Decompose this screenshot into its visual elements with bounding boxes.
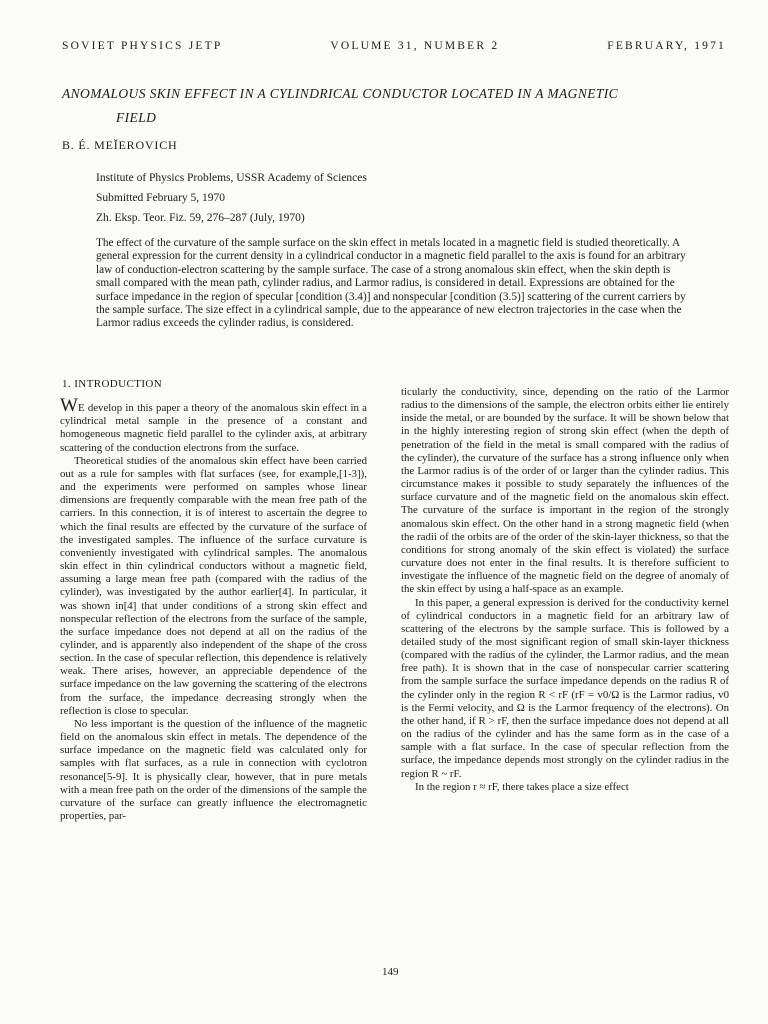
journal-name: SOVIET PHYSICS JETP xyxy=(62,40,223,52)
section-heading: 1. INTRODUCTION xyxy=(62,378,163,390)
article-meta xyxy=(96,168,367,228)
title-line-1: ANOMALOUS SKIN EFFECT IN A CYLINDRICAL CONDUCTOR LOCATED IN A MAGNETIC xyxy=(62,86,619,101)
author: B. É. MEĬEROVICH xyxy=(62,138,178,152)
title-line-2: FIELD xyxy=(116,110,157,125)
issue-date: FEBRUARY, 1971 xyxy=(607,40,726,52)
submitted-date: Submitted February 5, 1970 xyxy=(96,192,226,204)
paragraph: Theoretical studies of the anomalous skin effect have been carried out as a rule for samples with flat surfaces (see, for example,[1-3]), and the experiments were performed on samples whose linear dimensions are frequently comparable with the mean free path of the carriers. In this connection, it is of interest to ascertain the degree to which the final results are effected by the curvature of the surface of the investigated samples. The influence of the surface curvature is conveniently investigated with cylindrical samples. The anomalous skin effect in thin cylindrical conductors without a magnetic field, assuming a large mean free path (compared with the radius of the cylinder), was investigated by the author earlier[4]. In particular, it was shown in[4] that under conditions of a strong skin effect and nonspecular reflection of the electrons from the surface of the sample, the surface impedance does not depend at all on the radius of the cylinder, and is apparently also independent of the shape of the cross section. In the case of specular reflection, this dependence is relatively weak. There arises, however, an appreciable dependence of the surface impedance on the law governing the scattering of the electrons from the surface, the impedance decreasing strongly when the reflection is close to specular. xyxy=(60,454,367,717)
left-column xyxy=(60,378,367,823)
right-column xyxy=(401,386,729,794)
paragraph: No less important is the question of the influence of the magnetic field on the anomalous skin effect in metals. The dependence of the surface impedance on the magnetic field was calculated only for samples with flat surfaces, as a rule in connection with cyclotron resonance[5-9]. It is physically clear, however, that in pure metals with a mean free path on the order of the dimensions of the sample the curvature of the surface can greatly influence the electromagnetic properties, par- xyxy=(60,717,367,822)
volume-number: VOLUME 31, NUMBER 2 xyxy=(330,40,500,52)
institute: Institute of Physics Problems, USSR Academy of Sciences xyxy=(96,172,367,184)
paragraph: ticularly the conductivity, since, depending on the ratio of the Larmor radius to the dimensions of the sample, the electron orbits either lie entirely inside the metal, or are bounded by the surface. It will be shown below that in the highly interesting region of strong skin effect (when the depth of penetration of the field in the metal is small compared with the radius of the cylinder), the curvature of the surface has a strong influence only when the Larmor radius is of the order of or larger than the cylinder radius. This circumstance makes it possible to study separately the influences of the surface curvature and of the magnetic field on the anomalous skin effect. The curvature of the surface is important in the region of the strongly anomalous skin effect. On the other hand in a strong magnetic field (when the radii of the orbits are of the order of the skin-layer thickness, so that the conditions for strong anomaly of the skin effect is violated) the surface curvature does not enter in the final results. It is therefore sufficient to investigate the influence of the magnetic field on the degree of anomaly of the skin effect by using a half-space as an example. xyxy=(401,386,729,596)
drop-cap: W xyxy=(60,395,78,417)
article-title xyxy=(62,82,722,130)
paragraph: In this paper, a general expression is derived for the conductivity kernel of cylindrical conductors in a magnetic field for an arbitrary law of scattering of the electrons by the sample surface. This is followed by a detailed study of the most significant region of small skin-layer thickness (compared with the radius of the cylinder, the Larmor radius, and the mean free path). It is shown that in the case of nonspecular carrier scattering from the sample surface the surface impedance depends on the radius R of the cylinder only in the region R < rF (rF = v0/Ω is the Larmor radius, v0 is the Fermi velocity, and Ω is the Larmor frequency of the electrons). On the other hand, if R > rF, then the surface impedance does not depend at all on the radius of the cylinder and has the same form as in the case of a sample with a flat surface. In the case of specular reflection from the surface, the impedance depends most strongly on the cylinder radius in the region R ~ rF. xyxy=(401,596,729,780)
paragraph-text: E develop in this paper a theory of the anomalous skin effect in a cylindrical metal sample in the presence of a constant and homogeneous magnetic field parallel to the cylinder axis, at arbitrary scattering of the conduction electrons from the surface. xyxy=(60,402,367,454)
paragraph xyxy=(60,395,367,455)
abstract: The effect of the curvature of the sample surface on the skin effect in metals located in a magnetic field is studied theoretically. A general expression for the current density in a cylindrical conductor in a magnetic field parallel to the axis is found for an arbitrary law of conduction-electron scattering by the sample surface. The case of a strong anomalous skin effect, when the skin depth is small compared with the mean path, cylinder radius, and Larmor radius, is considered in detail. Expressions are obtained for the surface impedance in the region of specular [condition (3.4)] and nonspecular [condition (3.5)] scattering of the current carriers by the sample surface. The size effect in a cylindrical sample, due to the appearance of new electron trajectories in the case when the Larmor radius exceeds the cylinder radius, is considered. xyxy=(96,237,686,330)
paragraph: In the region r ≈ rF, there takes place a size effect xyxy=(415,780,629,793)
running-head xyxy=(62,40,726,52)
page-number: 149 xyxy=(382,966,399,978)
journal-citation: Zh. Eksp. Teor. Fiz. 59, 276–287 (July, 1970) xyxy=(96,212,305,224)
